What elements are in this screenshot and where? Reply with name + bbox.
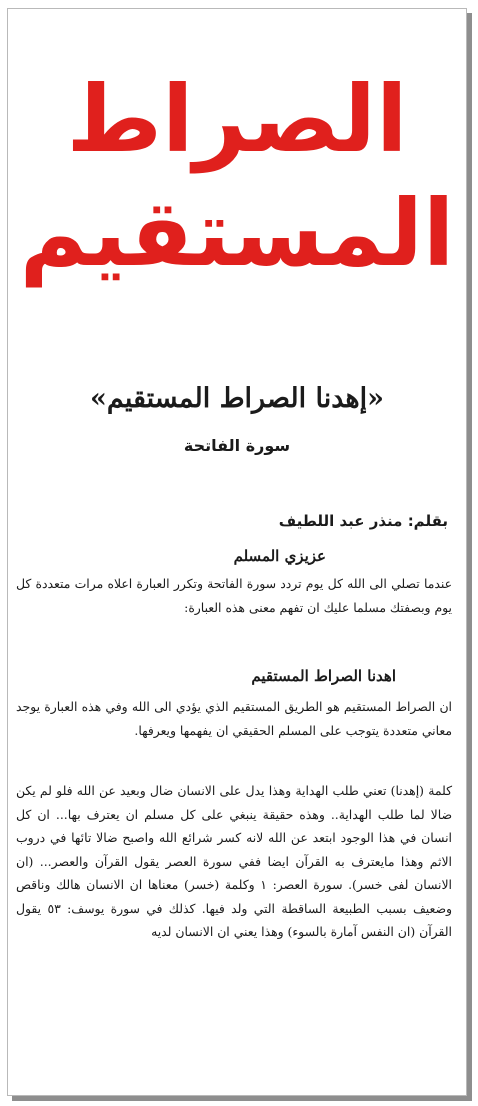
banner-title-line1: الصراط [66,66,408,173]
paragraph-1: عندما تصلي الى الله كل يوم تردد سورة الفاتحة وتكرر العبارة اعلاه مرات متعددة كل يوم وبصفتك مسلما عليك ان تفهم معنى هذه العبارة: [16,576,452,615]
article-greeting: عزيزي المسلم [233,547,326,565]
article-headline: «إهدنا الصراط المستقيم» [89,383,385,414]
banner-title-line2: المستقيم [19,180,455,287]
section-heading: اهدنا الصراط المستقيم [251,667,396,685]
document-page [7,8,467,1096]
paragraph-3: كلمة (إهدنا) تعني طلب الهداية وهذا يدل على الانسان ضال وبعيد عن الله فلو لم يكن ضالا لما طلب الهداية.. وهذه حقيقة ينبغي على كل مسلم ان يعترف بها... ان كل انسان في هذا الوجود ابتعد عن الله لانه كسر شرائع الله واصبح ضالا تائها في دروب الاثم وهذا مايعترف به القرآن ايضا ففي سورة العصر يقول القرآن والعصر... (ان الانسان لفى خسر). سورة العصر: ١ وكلمة (خسر) معناها ان الانسان هالك وناقص وضعيف بسبب الطبيعة الساقطة التي ولد فيها. كذلك في سورة يوسف: ٥٣ يقول القرآن (ان النفس آمارة بالسوء) وهذا يعني ان الانسان لديه [16,783,452,939]
article-byline: بقلم: منذر عبد اللطيف [278,512,448,530]
article-subheading: سورة الفاتحة [183,436,291,455]
paragraph-2: ان الصراط المستقيم هو الطريق المستقيم الذي يؤدي الى الله وفي هذه العبارة يوجد معاني متعددة يتوجب على المسلم الحقيقي ان يفهمها ويعرفها. [16,699,452,738]
